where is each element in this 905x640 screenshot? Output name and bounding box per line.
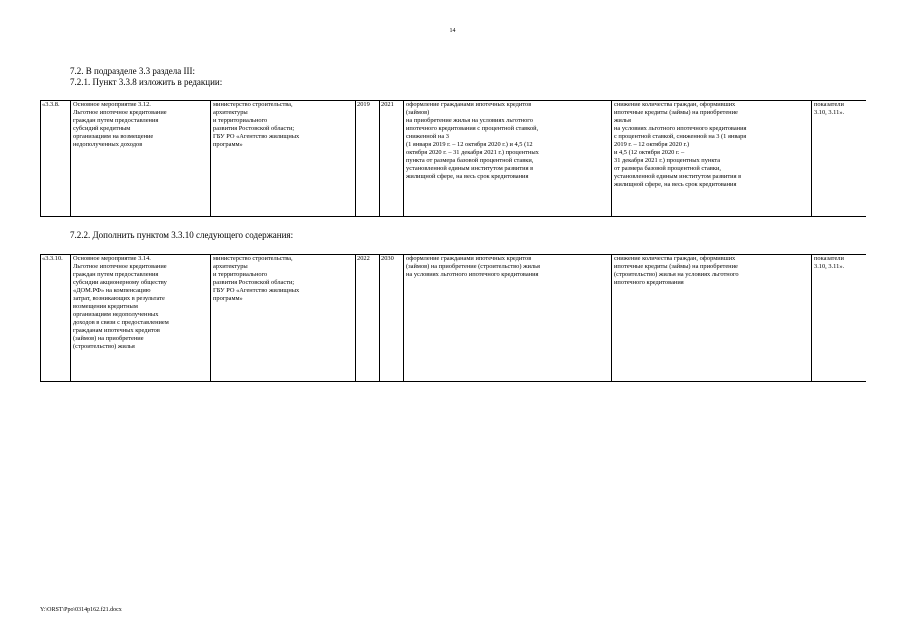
start-year-cell: 2019 [356,101,380,217]
end-year-cell: 2021 [380,101,404,217]
executor-cell [211,101,356,217]
measure-cell [71,255,211,382]
start-year-cell: 2022 [356,255,380,382]
cell-text-line: и территориального [213,271,268,278]
measures-table-3-3-8 [40,100,866,217]
cell-text-line: архитектуры [213,263,248,270]
cell-text-line: (займов) [406,109,430,116]
cell-text-line: с процентной ставкой, сниженной на 3 (1 января [614,133,747,140]
cell-text-line: снижение количества граждан, оформивших [614,101,736,108]
cell-text-line: октября 2020 г. – 31 декабря 2021 г.) процентных [406,149,539,156]
cell-text-line: «ДОМ.РФ» на компенсацию [73,287,151,294]
cell-text-line: жилищной сфере, на весь срок кредитования [406,173,529,180]
page-number: 14 [449,28,456,34]
cell-text-line: пункта от размера базовой процентной ставки, [406,157,534,164]
cell-text-line: жилья [614,117,631,124]
cell-text-line: оформление гражданами ипотечных кредитов [406,101,532,108]
cell-text-line: Льготное ипотечное кредитование [73,109,167,116]
cell-text-line: развития Ростовской области; [213,125,295,132]
section-heading-7-2: 7.2. В подразделе 3.3 раздела III: [70,66,196,76]
cell-text-line: ипотечные кредиты (займы) на приобретение [614,263,738,270]
cell-text-line: ипотечного кредитования [614,279,684,286]
cell-text-line: организациям недополученных [73,311,159,318]
cell-text-line: 3.10, 3.11». [814,109,845,116]
cell-text-line: недополученных доходов [73,141,143,148]
cell-text-line: организациям на возмещение [73,133,154,140]
cell-text-line: жилищной сфере, на весь срок кредитования [614,181,737,188]
cell-text-line: на условиях льготного ипотечного кредитования [614,125,747,132]
end-year-cell: 2030 [380,255,404,382]
cell-text-line: программ» [213,295,243,302]
cell-text-line: 2019 г. – 12 октября 2020 г.) [614,141,690,148]
item-number-cell: «3.3.8. [41,101,71,217]
cell-text-line: развития Ростовской области; [213,279,295,286]
section-heading-7-2-1: 7.2.1. Пункт 3.3.8 изложить в редакции: [70,77,223,87]
cell-text-line: доходов в связи с предоставлением [73,319,169,326]
footer-file-path: Y:\ORST\Ppo\0314p162.f21.docx [40,607,122,613]
cell-text-line: возмещения кредитным [73,303,138,310]
table-row [41,255,866,382]
cell-text-line: ипотечные кредиты (займы) на приобретение [614,109,738,116]
cell-text-line: (строительство) жилья на условиях льготного [614,271,739,278]
consequence-cell [612,101,812,217]
cell-text-line: установленной единым институтом развития в [614,173,742,180]
expected-result-cell [404,101,612,217]
cell-text-line: ГБУ РО «Агентство жилищных [213,287,300,294]
expected-result-cell [404,255,612,382]
cell-text-line: министерство строительства, [213,101,293,108]
cell-text-line: оформление гражданами ипотечных кредитов [406,255,532,262]
cell-text-line: Льготное ипотечное кредитование [73,263,167,270]
cell-text-line: граждан путем предоставления [73,271,159,278]
cell-text-line: 3.10, 3.11». [814,263,845,270]
consequence-cell [612,255,812,382]
cell-text-line: 31 декабря 2021 г.) процентных пункта [614,157,721,164]
cell-text-line: установленной единым институтом развития в [406,165,534,172]
cell-text-line: (займов) на приобретение [73,335,144,342]
cell-text-line: субсидий кредитным [73,125,131,132]
cell-text-line: на условиях льготного ипотечного кредитования [406,271,539,278]
cell-text-line: от размера базовой процентной ставки, [614,165,722,172]
executor-cell [211,255,356,382]
cell-text-line: затрат, возникающих в результате [73,295,165,302]
cell-text-line: снижение количества граждан, оформивших [614,255,736,262]
cell-text-line: (1 января 2019 г. – 12 октября 2020 г.) и 4,5 (12 [406,141,533,148]
cell-text-line: показатели [814,101,844,108]
cell-text-line: на приобретение жилья на условиях льготного [406,117,533,124]
cell-text-line: ГБУ РО «Агентство жилищных [213,133,300,140]
cell-text-line: Основное мероприятие 3.14. [73,255,151,262]
cell-text-line: показатели [814,255,844,262]
cell-text-line: Основное мероприятие 3.12. [73,101,151,108]
cell-text-line: граждан путем предоставления [73,117,159,124]
cell-text-line: гражданам ипотечных кредитов [73,327,160,334]
cell-text-line: (займов) на приобретение (строительство) жилья [406,263,540,270]
measures-table-3-3-10 [40,254,866,382]
cell-text-line: архитектуры [213,109,248,116]
indicators-cell [812,255,866,382]
cell-text-line: и территориального [213,117,268,124]
cell-text-line: и 4,5 (12 октября 2020 г. – [614,149,685,156]
cell-text-line: программ» [213,141,243,148]
measure-cell [71,101,211,217]
indicators-cell [812,101,866,217]
cell-text-line: сниженной на 3 [406,133,449,140]
cell-text-line: субсидии акционерному обществу [73,279,167,286]
cell-text-line: ипотечного кредитования с процентной ставкой, [406,125,539,132]
table-row [41,101,866,217]
cell-text-line: (строительство) жилья [73,343,135,350]
section-heading-7-2-2: 7.2.2. Дополнить пунктом 3.3.10 следующего содержания: [70,230,294,240]
item-number-cell: «3.3.10. [41,255,71,382]
cell-text-line: министерство строительства, [213,255,293,262]
